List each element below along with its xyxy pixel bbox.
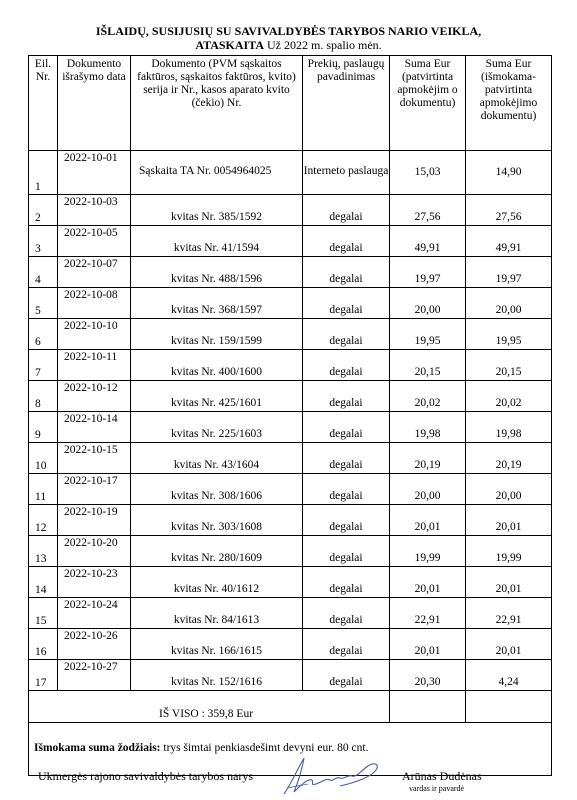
row-item-name: degalai (329, 273, 363, 285)
table-row (29, 412, 552, 443)
row-nr: 13 (35, 553, 47, 565)
row-item-name: degalai (329, 583, 363, 595)
row-date: 2022-10-11 (64, 351, 118, 363)
table-row (29, 350, 552, 381)
row-item-name: degalai (329, 676, 363, 688)
row-sum-payable: 20,01 (495, 645, 522, 657)
row-item-name: degalai (329, 304, 363, 316)
row-date: 2022-10-19 (64, 506, 118, 518)
row-document: Sąskaita TA Nr. 0054964025 (139, 165, 272, 177)
row-item-name: degalai (329, 397, 363, 409)
row-sum-confirmed: 20,15 (414, 366, 441, 378)
row-sum-payable: 22,91 (495, 614, 522, 626)
row-document: kvitas Nr. 159/1599 (170, 335, 263, 347)
signer-name-caption: vardas ir pavardė (409, 784, 465, 793)
row-item-name: degalai (329, 211, 363, 223)
row-item-name: degalai (329, 242, 363, 254)
row-sum-confirmed: 20,19 (414, 459, 441, 471)
row-item-name: degalai (329, 335, 363, 347)
row-item-name: degalai (329, 552, 363, 564)
table-row (29, 381, 552, 412)
header-sum1: Suma Eur (patvirtinta apmokėjim o dokumentu) (390, 56, 466, 151)
row-date: 2022-10-01 (64, 152, 118, 164)
row-sum-confirmed: 19,97 (414, 273, 441, 285)
row-sum-payable: 19,98 (495, 428, 522, 440)
row-document: kvitas Nr. 225/1603 (170, 428, 263, 440)
header-sum2: Suma Eur (išmokama-patvirtinta apmokėjimo dokumentu) (466, 56, 552, 151)
signer-name: Arūnas Dudėnas (402, 769, 482, 783)
total-row (29, 691, 552, 723)
signature-image (278, 752, 388, 800)
row-nr: 14 (35, 584, 47, 596)
row-nr: 10 (35, 460, 47, 472)
row-document: kvitas Nr. 280/1609 (170, 552, 263, 564)
row-sum-payable: 20,01 (495, 583, 522, 595)
row-document: kvitas Nr. 40/1612 (173, 583, 260, 595)
table-row (29, 536, 552, 567)
row-date: 2022-10-24 (64, 599, 118, 611)
row-sum-confirmed: 15,03 (414, 166, 441, 178)
table-row (29, 151, 552, 195)
header-row (29, 56, 552, 151)
row-date: 2022-10-27 (64, 661, 118, 673)
row-sum-confirmed: 20,30 (414, 676, 441, 688)
words-value: trys šimtai penkiasdešimt devyni eur. 80 cnt. (160, 742, 369, 754)
words-label: Išmokama suma žodžiais: (34, 742, 161, 754)
report-title: IŠLAIDŲ, SUSIJUSIŲ SU SAVIVALDYBĖS TARYBOS NARIO VEIKLA, (95, 24, 482, 38)
row-item-name: degalai (329, 428, 363, 440)
row-document: kvitas Nr. 425/1601 (170, 397, 263, 409)
row-date: 2022-10-10 (64, 320, 118, 332)
row-date: 2022-10-08 (64, 289, 118, 301)
header-nr: Eil. Nr. (29, 56, 58, 151)
row-date: 2022-10-14 (64, 413, 118, 425)
row-sum-payable: 20,02 (495, 397, 522, 409)
row-document: kvitas Nr. 488/1596 (170, 273, 263, 285)
row-nr: 7 (35, 367, 41, 379)
row-nr: 2 (35, 212, 41, 224)
table-row (29, 629, 552, 660)
row-document: kvitas Nr. 368/1597 (170, 304, 263, 316)
row-sum-confirmed: 19,99 (414, 552, 441, 564)
table-row (29, 598, 552, 629)
row-date: 2022-10-12 (64, 382, 118, 394)
row-sum-confirmed: 19,98 (414, 428, 441, 440)
row-sum-confirmed: 49,91 (414, 242, 441, 254)
table-row (29, 505, 552, 536)
row-document: kvitas Nr. 41/1594 (173, 242, 260, 254)
expense-table (28, 55, 552, 776)
row-item-name: degalai (329, 490, 363, 502)
report-subtitle (0, 38, 577, 52)
report-period: Už 2022 m. spalio mėn. (264, 38, 382, 52)
row-sum-confirmed: 20,01 (414, 521, 441, 533)
row-sum-payable: 19,95 (495, 335, 522, 347)
row-document: kvitas Nr. 166/1615 (170, 645, 263, 657)
row-sum-confirmed: 20,01 (414, 583, 441, 595)
header-date: Dokumento išrašymo data (58, 56, 131, 151)
table-row (29, 660, 552, 691)
row-date: 2022-10-05 (64, 227, 118, 239)
row-date: 2022-10-03 (64, 196, 118, 208)
row-sum-payable: 19,99 (495, 552, 522, 564)
table-row (29, 443, 552, 474)
table-row (29, 226, 552, 257)
row-nr: 17 (35, 677, 47, 689)
row-sum-confirmed: 20,00 (414, 490, 441, 502)
table-row (29, 319, 552, 350)
row-date: 2022-10-07 (64, 258, 118, 270)
table-row (29, 474, 552, 505)
row-sum-payable: 20,00 (495, 490, 522, 502)
row-sum-confirmed: 19,95 (414, 335, 441, 347)
table-row (29, 288, 552, 319)
row-item-name: degalai (329, 366, 363, 378)
row-sum-confirmed: 20,02 (414, 397, 441, 409)
row-document: kvitas Nr. 303/1608 (170, 521, 263, 533)
row-item-name: degalai (329, 459, 363, 471)
row-nr: 11 (35, 491, 47, 503)
row-document: kvitas Nr. 308/1606 (170, 490, 263, 502)
row-date: 2022-10-23 (64, 568, 118, 580)
row-sum-payable: 20,00 (495, 304, 522, 316)
row-sum-payable: 27,56 (495, 211, 522, 223)
row-document: kvitas Nr. 400/1600 (170, 366, 263, 378)
table-row (29, 567, 552, 598)
row-nr: 15 (35, 615, 47, 627)
footer-position: Ukmergės rajono savivaldybės tarybos narys (38, 769, 254, 783)
row-date: 2022-10-26 (64, 630, 118, 642)
row-date: 2022-10-15 (64, 444, 118, 456)
row-date: 2022-10-20 (64, 537, 118, 549)
header-doc: Dokumento (PVM sąskaitos faktūros, sąskaitos faktūros, kvito) serija ir Nr., kasos aparato kvito (čekio) Nr. (131, 56, 303, 151)
row-sum-payable: 4,24 (498, 676, 519, 688)
row-item-name: degalai (329, 521, 363, 533)
row-nr: 6 (35, 336, 41, 348)
table-row (29, 195, 552, 226)
row-date: 2022-10-17 (64, 475, 118, 487)
row-nr: 16 (35, 646, 47, 658)
row-item-name: degalai (329, 614, 363, 626)
row-sum-confirmed: 20,01 (414, 645, 441, 657)
row-item-name: degalai (329, 645, 363, 657)
row-item-name: Interneto paslauga (303, 165, 389, 177)
row-nr: 8 (35, 398, 41, 410)
header-name: Prekių, paslaugų pavadinimas (303, 56, 390, 151)
row-sum-payable: 20,15 (495, 366, 522, 378)
row-document: kvitas Nr. 152/1616 (170, 676, 263, 688)
row-sum-payable: 49,91 (495, 242, 522, 254)
row-nr: 4 (35, 274, 41, 286)
total-amount: IŠ VISO : 359,8 Eur (159, 708, 254, 720)
row-document: kvitas Nr. 84/1613 (173, 614, 260, 626)
row-nr: 9 (35, 429, 41, 441)
row-document: kvitas Nr. 385/1592 (170, 211, 263, 223)
report-subtitle-bold: ATASKAITA (195, 38, 265, 52)
row-sum-payable: 20,19 (495, 459, 522, 471)
row-sum-payable: 19,97 (495, 273, 522, 285)
row-nr: 1 (35, 181, 41, 193)
row-nr: 5 (35, 305, 41, 317)
row-sum-confirmed: 22,91 (414, 614, 441, 626)
row-sum-payable: 14,90 (495, 166, 522, 178)
row-sum-confirmed: 20,00 (414, 304, 441, 316)
row-sum-payable: 20,01 (495, 521, 522, 533)
row-nr: 3 (35, 243, 41, 255)
row-nr: 12 (35, 522, 47, 534)
table-row (29, 257, 552, 288)
row-sum-confirmed: 27,56 (414, 211, 441, 223)
row-document: kvitas Nr. 43/1604 (173, 459, 260, 471)
